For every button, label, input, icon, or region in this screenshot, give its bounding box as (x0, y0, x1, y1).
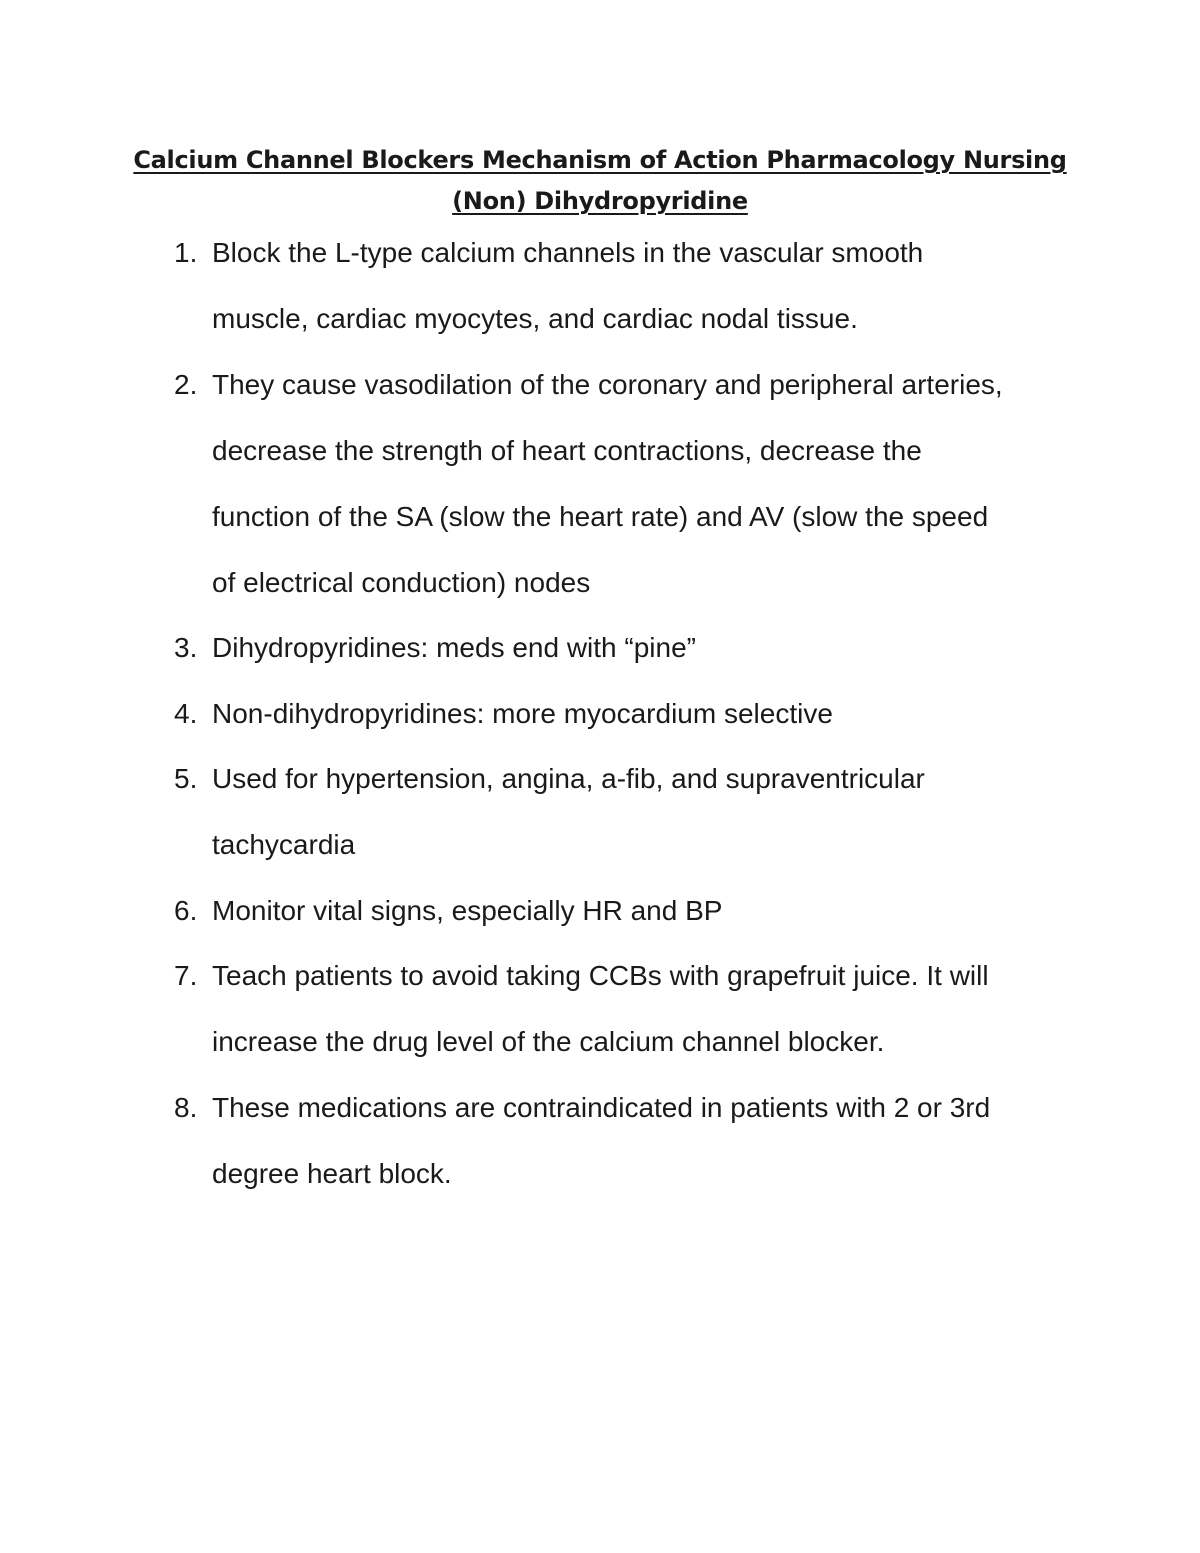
list-item-text: Teach patients to avoid taking CCBs with grapefruit juice. It will increase the drug level of the calcium channel blocker. (212, 960, 989, 1057)
list-item-number: 7. (174, 960, 198, 991)
list-item-text: Dihydropyridines: meds end with “pine” (212, 632, 696, 663)
list-item-text: Block the L-type calcium channels in the vascular smooth muscle, cardiac myocytes, and cardiac nodal tissue. (212, 237, 924, 334)
list-item-number: 1. (174, 237, 198, 268)
list-item-number: 3. (174, 632, 198, 663)
list-item-text: Used for hypertension, angina, a-fib, and supraventricular tachycardia (212, 763, 925, 860)
list-item-number: 4. (174, 698, 198, 729)
list-item-text: They cause vasodilation of the coronary and peripheral arteries, decrease the strength of heart contractions, decrease the function of the SA (slow the heart rate) and AV (slow the speed of electrical conduction) nodes (212, 369, 1003, 598)
document-title-line-1: Calcium Channel Blockers Mechanism of Action Pharmacology Nursing (133, 146, 1067, 174)
list-item-text: These medications are contraindicated in patients with 2 or 3rd degree heart block. (212, 1092, 991, 1189)
list-item-text: Non-dihydropyridines: more myocardium selective (212, 698, 833, 729)
list-item-number: 6. (174, 895, 198, 926)
list-item-text: Monitor vital signs, especially HR and BP (212, 895, 723, 926)
document-title-line-2: (Non) Dihydropyridine (452, 187, 748, 215)
list-item-number: 2. (174, 369, 198, 400)
list-item-number: 5. (174, 763, 198, 794)
list-item-number: 8. (174, 1092, 198, 1123)
